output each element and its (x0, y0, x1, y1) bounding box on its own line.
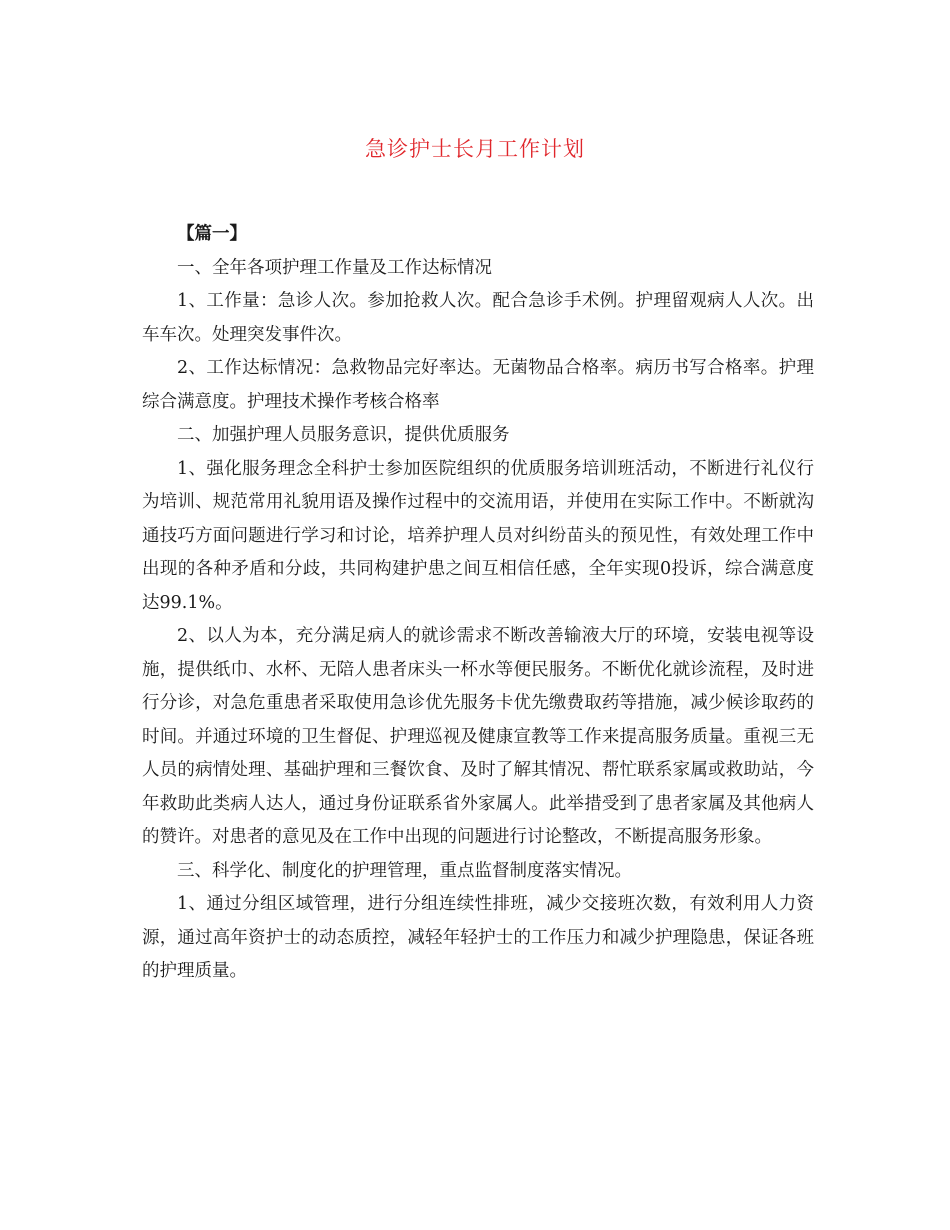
paragraph: 1、通过分组区域管理，进行分组连续性排班，减少交接班次数，有效利用人力资源，通过高年资护士的动态质控，减轻年轻护士的工作压力和减少护理隐患，保证各班的护理质量。 (142, 894, 814, 981)
document-body (142, 218, 814, 989)
section-label: 【篇一】 (177, 224, 247, 244)
paragraph: 1、强化服务理念全科护士参加医院组织的优质服务培训班活动，不断进行礼仪行为培训、规范常用礼貌用语及操作过程中的交流用语，并使用在实际工作中。不断就沟通技巧方面问题进行学习和讨论，培养护理人员对纠纷苗头的预见性，有效处理工作中出现的各种矛盾和分歧，共同构建护患之间互相信任感，全年实现0投诉，综合满意度达99.1%。 (142, 458, 814, 613)
section-heading: 二、加强护理人员服务意识，提供优质服务 (177, 425, 510, 445)
paragraph: 2、以人为本，充分满足病人的就诊需求不断改善输液大厅的环境，安装电视等设施，提供纸巾、水杯、无陪人患者床头一杯水等便民服务。不断优化就诊流程，及时进行分诊，对急危重患者采取使用急诊优先服务卡优先缴费取药等措施，减少候诊取药的时间。并通过环境的卫生督促、护理巡视及健康宣教等工作来提高服务质量。重视三无人员的病情处理、基础护理和三餐饮食、及时了解其情况、帮忙联系家属或救助站，今年救助此类病人达人，通过身份证联系省外家属人。此举措受到了患者家属及其他病人的赞许。对患者的意见及在工作中出现的问题进行讨论整改，不断提高服务形象。 (142, 626, 814, 847)
paragraph: 2、工作达标情况：急救物品完好率达。无菌物品合格率。病历书写合格率。护理综合满意度。护理技术操作考核合格率 (142, 358, 814, 412)
section-heading: 三、科学化、制度化的护理管理，重点监督制度落实情况。 (177, 860, 632, 881)
section-heading: 一、全年各项护理工作量及工作达标情况 (177, 257, 492, 278)
document-title: 急诊护士长月工作计划 (365, 137, 585, 161)
paragraph: 1、工作量：急诊人次。参加抢救人次。配合急诊手术例。护理留观病人人次。出车车次。处理突发事件次。 (142, 291, 814, 345)
